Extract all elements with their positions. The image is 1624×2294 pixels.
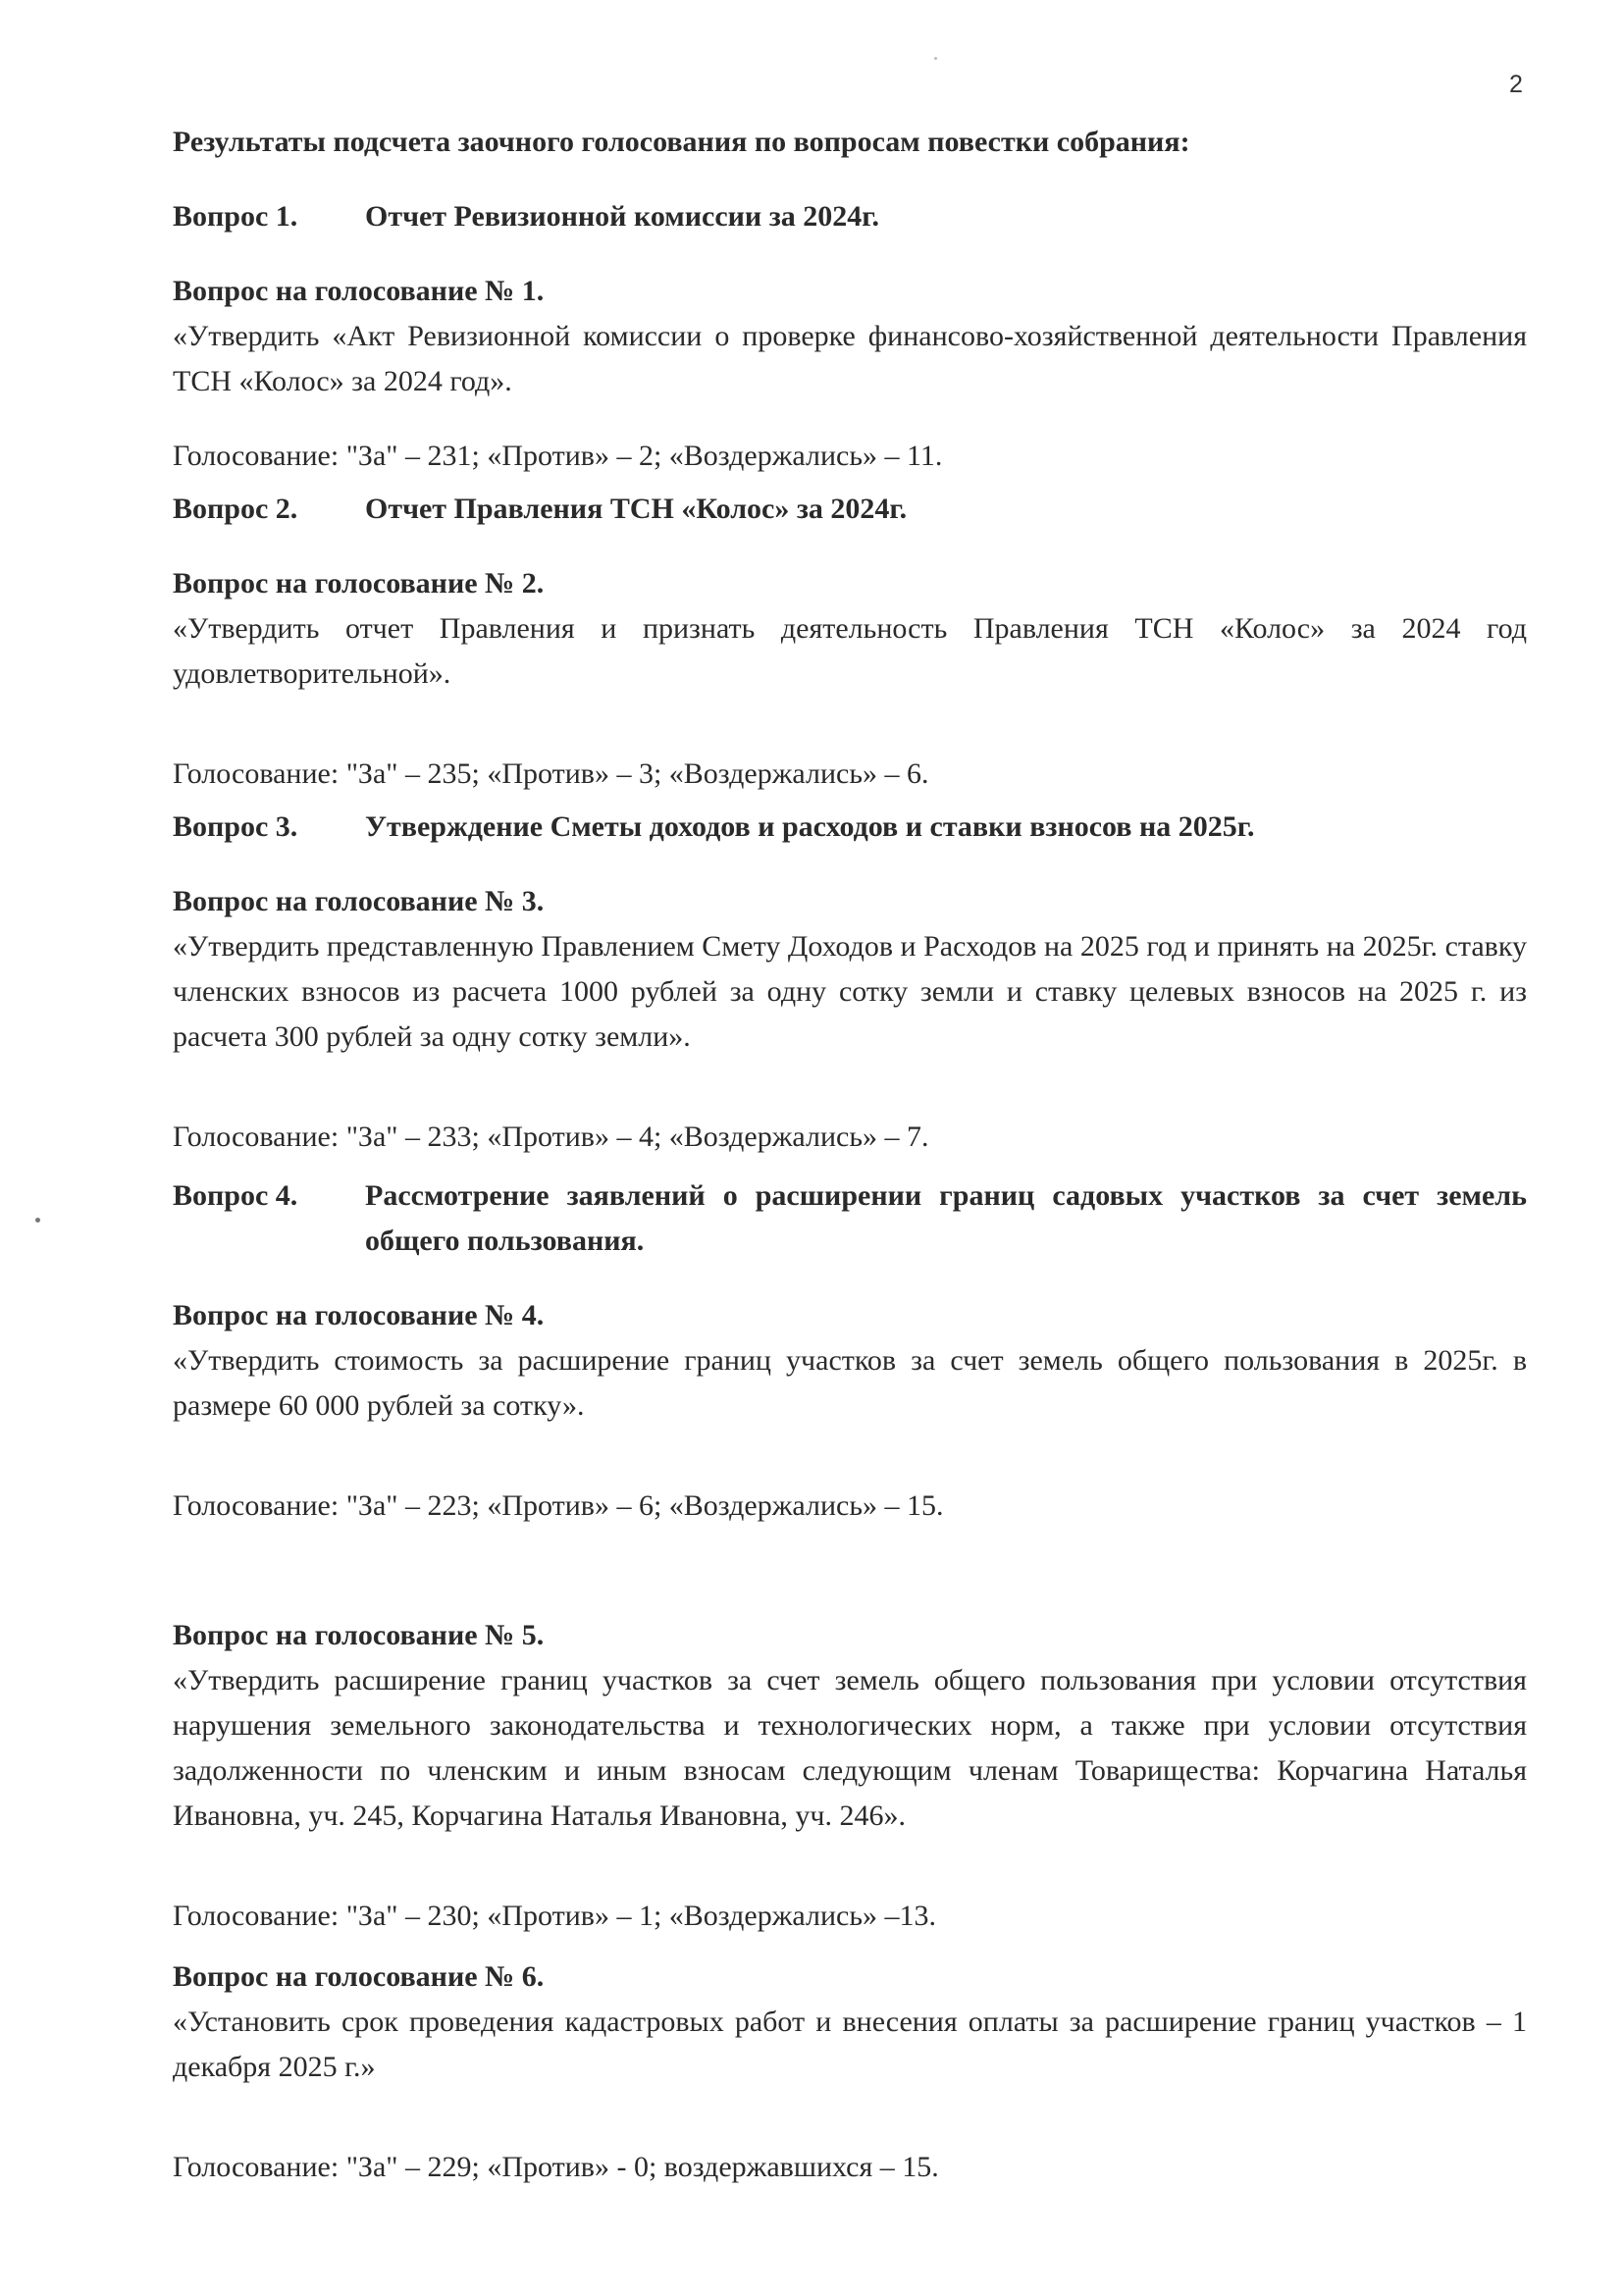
scan-speck — [934, 57, 937, 60]
vote-question-3-title: Вопрос на голосование № 3. — [173, 885, 545, 917]
vote-question-2-result: Голосование: "За" – 235; «Против» – 3; «Воздержались» – 6. — [173, 757, 929, 790]
vote-question-6-result: Голосование: "За" – 229; «Против» - 0; воздержавшихся – 15. — [173, 2151, 939, 2183]
question-4-header — [173, 1173, 1527, 1264]
results-heading: Результаты подсчета заочного голосования по вопросам повестки собрания: — [173, 126, 1190, 158]
page-number: 2 — [1509, 71, 1523, 98]
question-1-number: Вопрос 1. — [173, 200, 298, 233]
vote-question-1-text: «Утвердить «Акт Ревизионной комиссии о проверке финансово-хозяйственной деятельности Правления ТСН «Колос» за 2024 год». — [173, 320, 1527, 397]
question-3-header — [173, 805, 1527, 850]
scan-speck — [35, 1218, 40, 1223]
question-2-header — [173, 487, 1527, 532]
document-body — [173, 120, 1527, 2190]
vote-question-5-text: «Утвердить расширение границ участков за счет земель общего пользования при условии отсутствия нарушения земельного законодательства и технологических норм, а также при условии отсутствия задолженности по членским и иным взносам следующим членам Товарищества: Корчагина Наталья Ивановна, уч. 245, Корчагина Наталья Ивановна, уч. 246». — [173, 1664, 1527, 1832]
question-3-title: Утверждение Сметы доходов и расходов и ставки взносов на 2025г. — [365, 810, 1255, 843]
vote-question-5-title: Вопрос на голосование № 5. — [173, 1619, 545, 1651]
vote-question-5-result: Голосование: "За" – 230; «Против» – 1; «Воздержались» –13. — [173, 1900, 937, 1932]
question-4-title: Рассмотрение заявлений о расширении границ садовых участков за счет земель общего пользования. — [365, 1179, 1527, 1257]
question-1-title: Отчет Ревизионной комиссии за 2024г. — [365, 200, 880, 233]
vote-question-6-text: «Установить срок проведения кадастровых работ и внесения оплаты за расширение границ участков – 1 декабря 2025 г.» — [173, 2006, 1527, 2083]
vote-question-1-title: Вопрос на голосование № 1. — [173, 275, 545, 307]
question-3-number: Вопрос 3. — [173, 810, 298, 843]
question-2-number: Вопрос 2. — [173, 493, 298, 525]
vote-question-2-text: «Утвердить отчет Правления и признать деятельность Правления ТСН «Колос» за 2024 год удовлетворительной». — [173, 612, 1527, 690]
vote-question-6-title: Вопрос на голосование № 6. — [173, 1960, 545, 1993]
vote-question-3-result: Голосование: "За" – 233; «Против» – 4; «Воздержались» – 7. — [173, 1121, 929, 1153]
vote-question-1-result: Голосование: "За" – 231; «Против» – 2; «Воздержались» – 11. — [173, 440, 943, 472]
vote-question-4-title: Вопрос на голосование № 4. — [173, 1299, 545, 1331]
vote-question-4-text: «Утвердить стоимость за расширение границ участков за счет земель общего пользования в 2025г. в размере 60 000 рублей за сотку». — [173, 1344, 1527, 1422]
vote-question-4-result: Голосование: "За" – 223; «Против» – 6; «Воздержались» – 15. — [173, 1489, 944, 1522]
question-2-title: Отчет Правления ТСН «Колос» за 2024г. — [365, 493, 908, 525]
vote-question-2-title: Вопрос на голосование № 2. — [173, 567, 545, 600]
question-1-header — [173, 194, 1527, 239]
vote-question-3-text: «Утвердить представленную Правлением Смету Доходов и Расходов на 2025 год и принять на 2025г. ставку членских взносов из расчета 1000 рублей за одну сотку земли и ставку целевых взносов на 2025 г. из расчета 300 рублей за одну сотку земли». — [173, 930, 1527, 1053]
question-4-number: Вопрос 4. — [173, 1179, 298, 1212]
